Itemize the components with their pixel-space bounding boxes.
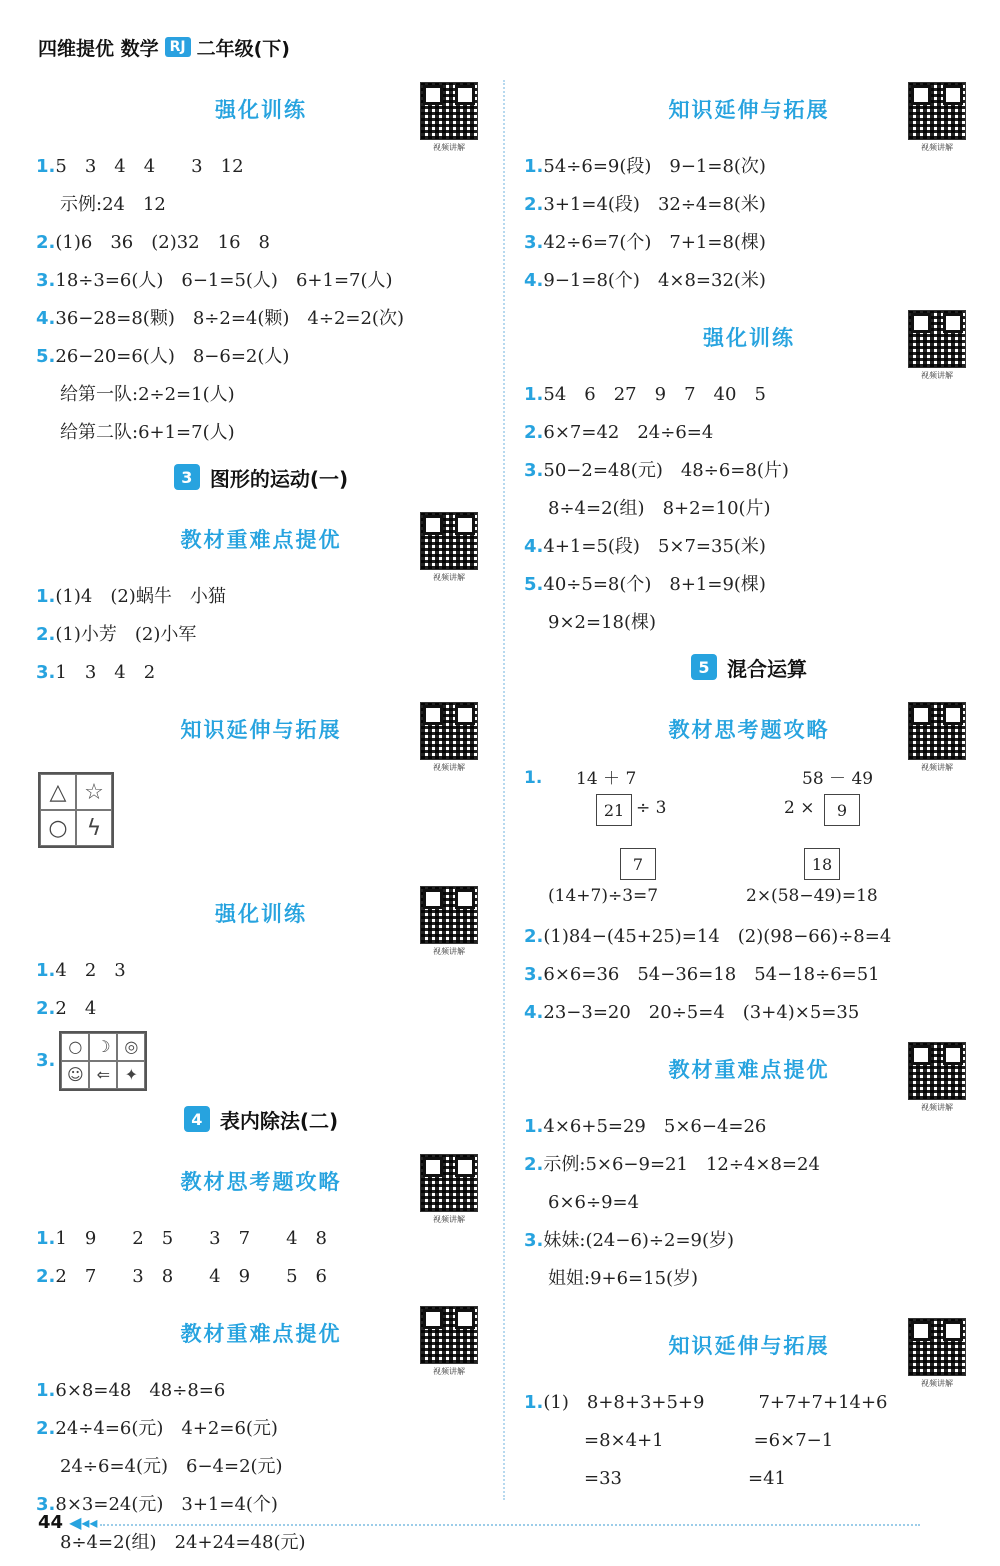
question-number: 3. bbox=[36, 662, 56, 683]
answer-line bbox=[524, 1222, 974, 1260]
answer-text: 6×8=48 48÷8=6 bbox=[55, 1380, 226, 1401]
qr-code-button[interactable] bbox=[908, 1318, 966, 1389]
answer-text: 8÷4=2(组) 8+2=10(片) bbox=[548, 498, 771, 519]
qr-code-icon[interactable] bbox=[420, 886, 478, 944]
section-title: 知识延伸与拓展 bbox=[668, 98, 830, 122]
answer-line bbox=[524, 1260, 974, 1298]
pattern-cell: ✦ bbox=[117, 1061, 145, 1089]
qr-label: 视频讲解 bbox=[921, 1103, 953, 1112]
answer-text: (1)84−(45+25)=14 (2)(98−66)÷8=4 bbox=[543, 926, 892, 947]
section-title: 强化训练 bbox=[215, 902, 307, 926]
qr-code-icon[interactable] bbox=[420, 82, 478, 140]
section-title: 教材重难点提优 bbox=[668, 1058, 830, 1082]
section-title: 教材重难点提优 bbox=[180, 1322, 342, 1346]
shape-cell: ϟ bbox=[76, 810, 112, 846]
answer-line bbox=[524, 224, 974, 262]
answer-text: =33 =41 bbox=[548, 1468, 786, 1489]
answer-text: 6×7=42 24÷6=4 bbox=[543, 422, 714, 443]
question-number: 2. bbox=[524, 422, 544, 443]
left-column bbox=[36, 72, 486, 1562]
answer-line bbox=[524, 452, 974, 490]
unit-header bbox=[524, 642, 974, 692]
answer-line bbox=[36, 1258, 486, 1296]
question-number: 3. bbox=[36, 270, 56, 291]
page-header bbox=[38, 30, 290, 64]
answer-text: 给第二队:6+1=7(人) bbox=[60, 422, 235, 443]
qr-code-button[interactable] bbox=[420, 886, 478, 957]
question-number: 2. bbox=[36, 232, 56, 253]
answer-text: 妹妹:(24−6)÷2=9(岁) bbox=[543, 1230, 735, 1251]
qr-label: 视频讲解 bbox=[921, 1379, 953, 1388]
qr-label: 视频讲解 bbox=[433, 1215, 465, 1224]
answer-text: 1 9 2 5 3 7 4 8 bbox=[55, 1228, 327, 1249]
qr-code-button[interactable] bbox=[908, 310, 966, 381]
qr-code-button[interactable] bbox=[908, 702, 966, 773]
answer-text: 8÷4=2(组) 24+24=48(元) bbox=[60, 1532, 306, 1553]
section-title: 强化训练 bbox=[215, 98, 307, 122]
section-title: 教材思考题攻略 bbox=[180, 1170, 342, 1194]
expr-equation: (14+7)÷3=7 bbox=[548, 886, 659, 906]
question-number: 4. bbox=[36, 308, 56, 329]
answer-line bbox=[36, 1372, 486, 1410]
unit-number: 3 bbox=[174, 464, 200, 490]
question-number: 1. bbox=[36, 156, 56, 177]
qr-code-icon[interactable] bbox=[420, 1154, 478, 1212]
answer-line bbox=[36, 1448, 486, 1486]
section-header bbox=[36, 1296, 486, 1376]
qr-label: 视频讲解 bbox=[433, 1367, 465, 1376]
answer-line bbox=[524, 414, 974, 452]
page-number: 44 bbox=[38, 1512, 64, 1533]
question-number: 2. bbox=[36, 1266, 56, 1287]
pattern-cell: ☽ bbox=[89, 1033, 117, 1061]
question-number: 1. bbox=[524, 768, 543, 788]
section-header bbox=[524, 300, 974, 380]
answer-text: 姐姐:9+6=15(岁) bbox=[548, 1268, 699, 1289]
answer-text: 9−1=8(个) 4×8=32(米) bbox=[543, 270, 766, 291]
qr-code-icon[interactable] bbox=[908, 310, 966, 368]
question-number: 3. bbox=[36, 1050, 56, 1071]
question-number: 1. bbox=[524, 384, 544, 405]
section-header bbox=[36, 876, 486, 956]
expr-equation: 2×(58−49)=18 bbox=[746, 886, 878, 906]
question-number: 2. bbox=[36, 624, 56, 645]
answer-line bbox=[36, 1524, 486, 1562]
section-header bbox=[524, 1032, 974, 1112]
qr-label: 视频讲解 bbox=[433, 573, 465, 582]
answer-text: 42÷6=7(个) 7+1=8(棵) bbox=[543, 232, 766, 253]
question-number: 1. bbox=[524, 156, 544, 177]
question-number: 5. bbox=[36, 346, 56, 367]
answer-line bbox=[36, 224, 486, 262]
qr-code-icon[interactable] bbox=[420, 1306, 478, 1364]
answer-line bbox=[36, 376, 486, 414]
answer-line bbox=[36, 300, 486, 338]
question-number: 2. bbox=[524, 194, 544, 215]
pattern-cell: ◎ bbox=[117, 1033, 145, 1061]
answer-line bbox=[524, 376, 974, 414]
calculation-tree bbox=[524, 768, 974, 918]
answer-line bbox=[524, 528, 974, 566]
section-header bbox=[36, 692, 486, 772]
answer-text: 1 3 4 2 bbox=[55, 662, 156, 683]
answer-text: 40÷5=8(个) 8+1=9(棵) bbox=[543, 574, 766, 595]
section-title: 教材重难点提优 bbox=[180, 528, 342, 552]
pattern-cell: ⇐ bbox=[89, 1061, 117, 1089]
answer-line bbox=[524, 566, 974, 604]
question-number: 1. bbox=[524, 1116, 544, 1137]
question-number: 2. bbox=[524, 1154, 544, 1175]
unit-title: 图形的运动(一) bbox=[209, 466, 349, 491]
answer-text: 4 2 3 bbox=[55, 960, 126, 981]
question-number: 4. bbox=[524, 1002, 544, 1023]
answer-line bbox=[36, 952, 486, 990]
unit-number: 5 bbox=[691, 654, 717, 680]
question-number: 3. bbox=[524, 232, 544, 253]
question-number: 3. bbox=[524, 1230, 544, 1251]
answer-text: 54 6 27 9 7 40 5 bbox=[543, 384, 766, 405]
answer-text: 给第一队:2÷2=1(人) bbox=[60, 384, 235, 405]
answer-line bbox=[524, 1108, 974, 1146]
qr-label: 视频讲解 bbox=[921, 371, 953, 380]
qr-code-button[interactable] bbox=[908, 82, 966, 153]
answer-line bbox=[36, 616, 486, 654]
question-number: 1. bbox=[36, 960, 56, 981]
answer-text: (1)小芳 (2)小军 bbox=[55, 624, 197, 645]
answer-text: =8×4+1 =6×7−1 bbox=[548, 1430, 834, 1451]
answer-line bbox=[524, 186, 974, 224]
spacer bbox=[524, 1298, 974, 1308]
answer-line bbox=[524, 1460, 974, 1498]
page-footer bbox=[38, 1512, 97, 1533]
expr-box: 21 bbox=[596, 794, 632, 826]
answer-text: (1) 8+8+3+5+9 7+7+7+14+6 bbox=[543, 1392, 888, 1413]
answer-text: 6×6÷9=4 bbox=[548, 1192, 640, 1213]
answer-line bbox=[524, 148, 974, 186]
qr-code-button[interactable] bbox=[420, 702, 478, 773]
question-number: 2. bbox=[36, 998, 56, 1019]
answer-text: 2 4 bbox=[55, 998, 97, 1019]
qr-code-button[interactable] bbox=[420, 1306, 478, 1377]
qr-label: 视频讲解 bbox=[433, 143, 465, 152]
shape-cell: △ bbox=[40, 774, 76, 810]
book-title: 四维提优 数学 bbox=[38, 37, 159, 60]
answer-text: (1)4 (2)蜗牛 小猫 bbox=[55, 586, 226, 607]
answer-line bbox=[524, 1384, 974, 1422]
question-number: 3. bbox=[524, 964, 544, 985]
answer-line bbox=[36, 1410, 486, 1448]
pattern-cell: ○ bbox=[61, 1033, 89, 1061]
answer-line bbox=[36, 578, 486, 616]
question-number: 1. bbox=[36, 1380, 56, 1401]
answer-line bbox=[524, 918, 974, 956]
shape-grid bbox=[38, 772, 114, 848]
qr-code-button[interactable] bbox=[420, 512, 478, 583]
answer-text: 5 3 4 4 3 12 bbox=[55, 156, 244, 177]
question-number: 5. bbox=[524, 574, 544, 595]
answer-line bbox=[36, 1486, 486, 1524]
expr-op: 2 × bbox=[784, 798, 815, 818]
answer-line bbox=[36, 262, 486, 300]
qr-code-button[interactable] bbox=[420, 82, 478, 153]
answer-line bbox=[524, 604, 974, 642]
section-header bbox=[524, 1308, 974, 1388]
section-header bbox=[524, 692, 974, 772]
answer-line bbox=[36, 1028, 486, 1094]
section-title: 知识延伸与拓展 bbox=[180, 718, 342, 742]
section-header bbox=[36, 502, 486, 582]
answer-line bbox=[36, 990, 486, 1028]
answer-text: 示例:5×6−9=21 12÷4×8=24 bbox=[543, 1154, 820, 1175]
qr-code-icon[interactable] bbox=[908, 1042, 966, 1100]
answer-text: 9×2=18(棵) bbox=[548, 612, 657, 633]
section-title: 强化训练 bbox=[703, 326, 795, 350]
section-header bbox=[36, 1144, 486, 1224]
answer-line bbox=[36, 414, 486, 452]
qr-label: 视频讲解 bbox=[921, 763, 953, 772]
answer-text: 6×6=36 54−36=18 54−18÷6=51 bbox=[543, 964, 880, 985]
unit-title: 混合运算 bbox=[727, 656, 807, 681]
unit-header bbox=[36, 1094, 486, 1144]
answer-text: 18÷3=6(人) 6−1=5(人) 6+1=7(人) bbox=[55, 270, 393, 291]
answer-line bbox=[524, 490, 974, 528]
qr-code-icon[interactable] bbox=[420, 512, 478, 570]
pattern-grid bbox=[59, 1031, 147, 1091]
unit-header bbox=[36, 452, 486, 502]
column-divider bbox=[503, 80, 505, 1500]
answer-text: 23−3=20 20÷5=4 (3+4)×5=35 bbox=[543, 1002, 860, 1023]
expr-box: 9 bbox=[824, 794, 860, 826]
answer-line bbox=[36, 186, 486, 224]
qr-label: 视频讲解 bbox=[433, 763, 465, 772]
answer-text: (1)6 36 (2)32 16 8 bbox=[55, 232, 270, 253]
answer-text: 3+1=4(段) 32÷4=8(米) bbox=[543, 194, 766, 215]
qr-code-icon[interactable] bbox=[420, 702, 478, 760]
qr-label: 视频讲解 bbox=[921, 143, 953, 152]
answer-text: 示例:24 12 bbox=[60, 194, 166, 215]
section-header bbox=[36, 72, 486, 152]
question-number: 1. bbox=[36, 586, 56, 607]
question-number: 2. bbox=[36, 1418, 56, 1439]
spacer bbox=[36, 856, 486, 876]
answer-text: 24÷4=6(元) 4+2=6(元) bbox=[55, 1418, 278, 1439]
edition-badge: RJ bbox=[165, 37, 191, 57]
shape-cell: ☆ bbox=[76, 774, 112, 810]
shape-cell: ○ bbox=[40, 810, 76, 846]
expr-op: ÷ 3 bbox=[636, 798, 667, 818]
answer-line bbox=[524, 1146, 974, 1184]
qr-code-button[interactable] bbox=[420, 1154, 478, 1225]
qr-code-icon[interactable] bbox=[908, 702, 966, 760]
arrow-left-icon: ◀◂◂ bbox=[69, 1513, 98, 1532]
answer-line bbox=[524, 1422, 974, 1460]
section-title: 知识延伸与拓展 bbox=[668, 1334, 830, 1358]
answer-line bbox=[36, 338, 486, 376]
answer-text: 26−20=6(人) 8−6=2(人) bbox=[55, 346, 290, 367]
answer-line bbox=[524, 262, 974, 300]
question-number: 4. bbox=[524, 536, 544, 557]
pattern-cell: ☺ bbox=[61, 1061, 89, 1089]
answer-text: 24÷6=4(元) 6−4=2(元) bbox=[60, 1456, 283, 1477]
unit-title: 表内除法(二) bbox=[219, 1108, 339, 1133]
answer-text: 8×3=24(元) 3+1=4(个) bbox=[55, 1494, 278, 1515]
answer-line bbox=[524, 994, 974, 1032]
section-title: 教材思考题攻略 bbox=[668, 718, 830, 742]
answer-line bbox=[36, 148, 486, 186]
grade-label: 二年级(下) bbox=[196, 37, 290, 60]
unit-number: 4 bbox=[184, 1106, 210, 1132]
answer-text: 50−2=48(元) 48÷6=8(片) bbox=[543, 460, 789, 481]
question-number: 3. bbox=[36, 1494, 56, 1515]
footer-rule bbox=[100, 1524, 920, 1526]
question-number: 2. bbox=[524, 926, 544, 947]
qr-code-icon[interactable] bbox=[908, 1318, 966, 1376]
qr-label: 视频讲解 bbox=[433, 947, 465, 956]
question-number: 1. bbox=[524, 1392, 544, 1413]
answer-text: 36−28=8(颗) 8÷2=4(颗) 4÷2=2(次) bbox=[55, 308, 404, 329]
question-number: 1. bbox=[36, 1228, 56, 1249]
right-column bbox=[524, 72, 974, 1498]
expr-result: 18 bbox=[804, 848, 840, 880]
answer-text: 4+1=5(段) 5×7=35(米) bbox=[543, 536, 766, 557]
question-number: 3. bbox=[524, 460, 544, 481]
answer-text: 2 7 3 8 4 9 5 6 bbox=[55, 1266, 327, 1287]
question-number: 4. bbox=[524, 270, 544, 291]
answer-text: 4×6+5=29 5×6−4=26 bbox=[543, 1116, 767, 1137]
expr-top: 58 － 49 bbox=[802, 769, 874, 789]
answer-text: 54÷6=9(段) 9−1=8(次) bbox=[543, 156, 766, 177]
section-header bbox=[524, 72, 974, 152]
answer-line bbox=[524, 1184, 974, 1222]
answer-line bbox=[36, 1220, 486, 1258]
qr-code-icon[interactable] bbox=[908, 82, 966, 140]
answer-line bbox=[36, 654, 486, 692]
qr-code-button[interactable] bbox=[908, 1042, 966, 1113]
expr-result: 7 bbox=[620, 848, 656, 880]
answer-line bbox=[524, 956, 974, 994]
expr-top: 14 ＋ 7 bbox=[576, 769, 637, 789]
